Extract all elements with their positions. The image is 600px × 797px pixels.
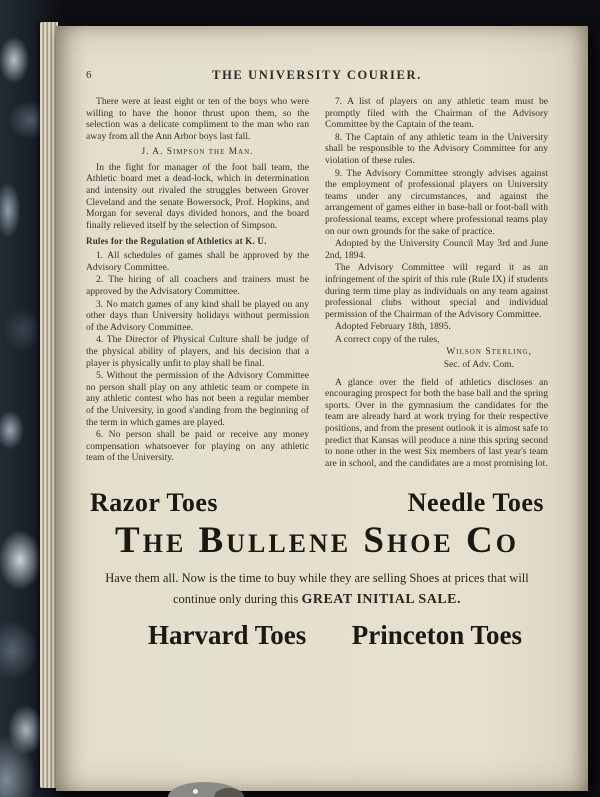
rule-item: 3. No match games of any kind shall be played on any other days than University holidays without permission of the Advisory Committee. (86, 298, 309, 333)
rule-item: 5. Without the permission of the Advisory Committee no person shall play on any athletic team or compete in any athletic contest who has not been a regular member of the University, in good s'anding from the beginning of the term in which games are played. (86, 370, 309, 428)
ad-top-row (90, 488, 544, 518)
adopted-february-paragraph: Adopted February 18th, 1895. (335, 321, 451, 333)
rule-item: 4. The Director of Physical Culture shall be judge of the physical ability of players, and his decision that a player is physically unfit to play shall be final. (86, 334, 309, 369)
scan-artifact (193, 789, 198, 794)
ad-needle-toes: Needle Toes (407, 488, 544, 518)
infringement-paragraph: The Advisory Committee will regard it as an infringement of the spirit of this rule (Rule IX) if students during term time play as individuals on any team against professional clubs without special and individual permission of the Chairman of the Advisory Committee. (325, 262, 548, 320)
rule-item: 6. No person shall be paid or receive any money compensation whatsoever for playing on any athletic team of the University. (86, 429, 309, 464)
adopted-council-paragraph: Adopted by the University Council May 3rd and June 2nd, 1894. (325, 238, 548, 261)
signature-title: Sec. of Adv. Com. (443, 359, 514, 371)
simpson-paragraph: In the fight for manager of the foot ball team, the Athletic board met a dead-lock, which in determination and intensity out rivaled the struggles between Grover Cleveland and the senate Bowersock, Prof. Hopkins, and Morgan for several days divided honors, and the board finally relieved itself by the selection of Simpson. (86, 161, 309, 231)
ad-harvard-toes: Harvard Toes (148, 620, 307, 651)
correct-copy-line: A correct copy of the rules, (335, 333, 440, 345)
signature-name: Wilson Sterling, (446, 346, 532, 358)
page-number: 6 (86, 69, 92, 81)
rule-item: 8. The Captain of any athletic team in the University shall be responsible to the Advisory Committee for any violation of these rules. (325, 131, 548, 166)
athletics-paragraph: A glance over the field of athletics discloses an encouraging prospect for both the base ball and the spring sports. Over in the gymnasium the candidates for the team are already hard at work trying for their respective positions, and from the present outlook it is almost safe to predict that Kansas will produce a nine this spring second to none other in the west Six members of last year's team are in school, and the candidates are a most promising lot. (325, 376, 548, 469)
bullene-shoe-advertisement (86, 488, 548, 651)
newspaper-page (56, 26, 588, 791)
journal-title: THE UNIVERSITY COURIER. (212, 68, 422, 82)
text-columns (86, 96, 548, 470)
rule-item: 9. The Advisory Committee strongly advises against the employment of professional players on University teams under any circumstances, and against the arrangement of games either in base-ball or foot-ball with professional teams, except where professional teams play on our own grounds for the sake of practice. (325, 167, 548, 237)
right-column (325, 96, 548, 470)
ad-razor-toes: Razor Toes (90, 488, 219, 518)
page-content (56, 26, 588, 791)
ad-company-name: The Bullene Shoe Co (115, 520, 519, 562)
simpson-heading: J. A. Simpson the Man. (141, 147, 254, 158)
ad-tagline (90, 569, 544, 610)
ad-tagline-text: Have them all. Now is the time to buy while they are selling Shoes at prices that will continue only during this (105, 571, 529, 606)
rule-item: 7. A list of players on any athletic team must be promptly filed with the Chairman of the Advisory Committee by the Captain of the team. (325, 96, 548, 131)
intro-paragraph: There were at least eight or ten of the boys who were willing to have the honor thrust upon them, so the selection was a delicate compliment to the man who ran away from all the Ann Arbor boys last fall. (86, 96, 309, 142)
masthead (86, 68, 548, 84)
left-column (86, 96, 309, 470)
ad-tagline-sale: GREAT INITIAL SALE. (301, 591, 461, 607)
rule-item: 1. All schedules of games shall be approved by the Advisory Committee. (86, 250, 309, 273)
ad-bottom-row (90, 620, 544, 651)
rule-item: 2. The hiring of all coachers and trainers must be approved by the Advisatory Committee. (86, 274, 309, 297)
rules-heading: Rules for the Regulation of Athletics at K. U. (86, 236, 267, 247)
ad-princeton-toes: Princeton Toes (351, 620, 522, 651)
